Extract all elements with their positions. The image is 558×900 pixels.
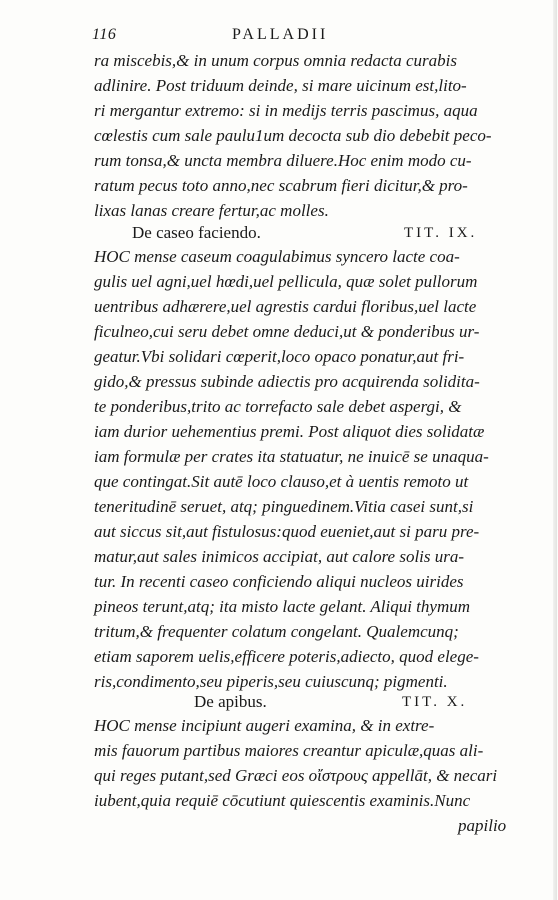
text-line: iubent,quia requiē cōcutiunt quiescentis examinis.Nunc [94, 791, 471, 810]
text-line: que contingat.Sit autē loco clauso,et à uentis remoto ut [94, 472, 469, 491]
text-line: cœlestis cum sale paulu1um decocta sub dio debebit peco- [94, 126, 492, 145]
text-line: iam formulæ per crates ita statuatur, ne inuicē se unaqua- [94, 447, 489, 466]
text-line: mis fauorum partibus maiores creantur apiculæ,quas ali- [94, 741, 484, 760]
text-line: tur. In recenti caseo conficiendo aliqui nucleos uirides [94, 572, 464, 591]
text-line: geatur.Vbi solidari cœperit,loco opaco ponatur,aut fri- [94, 347, 465, 366]
text-line: lixas lanas creare fertur,ac molles. [94, 201, 329, 220]
text-line: ris,condimento,seu piperis,seu cuiuscunq; pigmenti. [94, 672, 448, 691]
text-line: ra miscebis,& in unum corpus omnia redacta curabis [94, 51, 457, 70]
text-line: tritum,& frequenter colatum congelant. Qualemcunq; [94, 622, 459, 641]
text-line: adlinire. Post triduum deinde, si mare uicinum est,lito- [94, 76, 467, 95]
text-line: HOC mense caseum coagulabimus syncero lacte coa- [94, 247, 460, 266]
text-line: qui reges putant,sed Græci eos οἴστρους appellāt, & necari [94, 766, 498, 785]
text-line: ri mergantur extremo: si in medijs terris pascimus, aqua [94, 101, 478, 120]
text-line: uentribus adhærere,uel agrestis cardui floribus,uel lacte [94, 297, 477, 316]
page-edge-shadow [553, 0, 557, 900]
text-line: matur,aut sales inimicos accipiat, aut calore solis ura- [94, 547, 465, 566]
text-line: gulis uel agni,uel hœdi,uel pellicula, quæ solet pullorum [94, 272, 478, 291]
text-line: rum tonsa,& uncta membra diluere.Hoc enim modo cu- [94, 151, 472, 170]
title-number: TIT. X. [402, 694, 468, 710]
text-line: teneritudinē seruet, atq; pinguedinem.Vitia casei sunt,si [94, 497, 474, 516]
text-line: ficulneo,cui seru debet omne deduci,ut & ponderibus ur- [94, 322, 480, 341]
page-number: 116 [92, 26, 117, 43]
text-line: HOC mense incipiunt augeri examina, & in extre- [94, 716, 435, 735]
text-line: te ponderibus,trito ac torrefacto sale debet aspergi, & [94, 397, 462, 416]
section-heading: De caseo faciendo. [132, 223, 261, 242]
text-line: iam durior uehementius premi. Post aliquot dies solidatæ [94, 422, 485, 441]
text-line: ratum pecus toto anno,nec scabrum fieri dicitur,& pro- [94, 176, 468, 195]
text-line: aut siccus sit,aut fistulosus:quod eueniet,aut si paru pre- [94, 522, 480, 541]
title-number: TIT. IX. [404, 225, 478, 241]
section-heading: De apibus. [194, 692, 267, 711]
text-line: etiam saporem uelis,efficere poteris,adiecto, quod elege- [94, 647, 479, 666]
text-line: pineos terunt,atq; ita misto lacte gelant. Aliqui thymum [94, 597, 471, 616]
running-title: PALLADII [232, 26, 329, 43]
catchword: papilio [458, 816, 507, 835]
text-line: gido,& pressus subinde adiectis pro acquirenda solidita- [94, 372, 480, 391]
